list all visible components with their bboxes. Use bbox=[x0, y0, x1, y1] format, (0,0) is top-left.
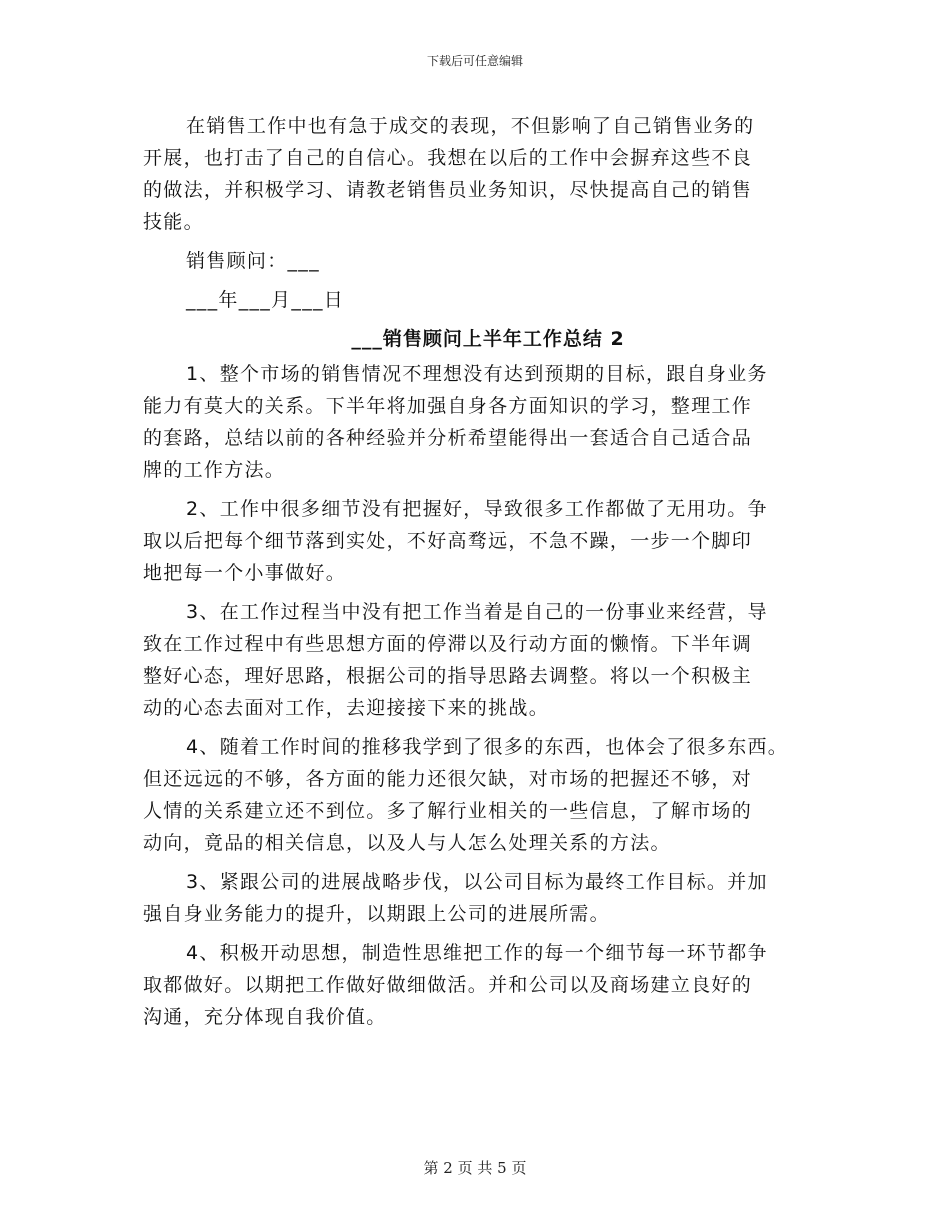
text-line: 3、紧跟公司的进展战略步伐，以公司目标为最终工作目标。并加 bbox=[186, 871, 768, 893]
text-line: 但还远远的不够，各方面的能力还很欠缺，对市场的把握还不够，对 bbox=[143, 768, 753, 790]
text-line: 人情的关系建立还不到位。多了解行业相关的一些信息，了解市场的 bbox=[143, 800, 753, 822]
text-line: 2、工作中很多细节没有把握好，导致很多工作都做了无用功。争 bbox=[186, 498, 768, 520]
text-line: 取以后把每个细节落到实处，不好高骛远，不急不躁，一步一个脚印 bbox=[143, 530, 753, 552]
document-body bbox=[143, 110, 823, 1040]
page-footer: 第 2 页 共 5 页 bbox=[423, 1159, 527, 1177]
summary-paragraph-6 bbox=[143, 937, 823, 1033]
text-line: 动的心态去面对工作，去迎接接下来的挑战。 bbox=[143, 697, 550, 719]
text-line: 开展，也打击了自己的自信心。我想在以后的工作中会摒弃这些不良 bbox=[143, 147, 753, 169]
page-header: 下载后可任意编辑 bbox=[426, 54, 523, 68]
signature-consultant bbox=[143, 245, 823, 277]
signature-date bbox=[143, 284, 823, 316]
text-line: 强自身业务能力的提升，以期跟上公司的进展所需。 bbox=[143, 903, 610, 925]
summary-paragraph-2 bbox=[143, 493, 823, 589]
text-line: 能力有莫大的关系。下半年将加强自身各方面知识的学习，整理工作 bbox=[143, 395, 753, 417]
text-line: 牌的工作方法。 bbox=[143, 459, 286, 481]
consultant-line: 销售顾问：___ bbox=[186, 250, 320, 272]
text-line: 4、随着工作时间的推移我学到了很多的东西，也体会了很多东西。 bbox=[186, 736, 789, 758]
summary-paragraph-3 bbox=[143, 596, 823, 724]
text-line: 取都做好。以期把工作做好做细做活。并和公司以及商场建立良好的 bbox=[143, 974, 753, 996]
summary-paragraph-4 bbox=[143, 731, 823, 859]
text-line: 的做法，并积极学习、请教老销售员业务知识，尽快提高自己的销售 bbox=[143, 179, 753, 201]
text-line: 地把每一个小事做好。 bbox=[143, 562, 347, 584]
text-line: 整好心态，理好思路，根据公司的指导思路去调整。将以一个积极主 bbox=[143, 665, 753, 687]
text-line: 致在工作过程中有些思想方面的停滞以及行动方面的懒惰。下半年调 bbox=[143, 633, 753, 655]
text-line: 3、在工作过程当中没有把工作当着是自己的一份事业来经营，导 bbox=[186, 601, 768, 623]
text-line: 的套路，总结以前的各种经验并分析希望能得出一套适合自己适合品 bbox=[143, 427, 753, 449]
text-line: 4、积极开动思想，制造性思维把工作的每一个细节每一环节都争 bbox=[186, 942, 768, 964]
summary-paragraph-1 bbox=[143, 358, 823, 486]
summary-paragraph-5 bbox=[143, 866, 823, 930]
text-line: 1、整个市场的销售情况不理想没有达到预期的目标，跟自身业务 bbox=[186, 363, 768, 385]
text-line: 技能。 bbox=[143, 211, 204, 233]
date-line: ___年___月___日 bbox=[186, 289, 345, 311]
intro-paragraph bbox=[143, 110, 823, 238]
text-line: 动向，竟品的相关信息，以及人与人怎么处理关系的方法。 bbox=[143, 832, 671, 854]
text-line: 沟通，充分体现自我价值。 bbox=[143, 1006, 387, 1028]
section-title: ___销售顾问上半年工作总结 2 bbox=[351, 328, 625, 350]
text-line: 在销售工作中也有急于成交的表现，不但影响了自己销售业务的 bbox=[186, 115, 755, 137]
